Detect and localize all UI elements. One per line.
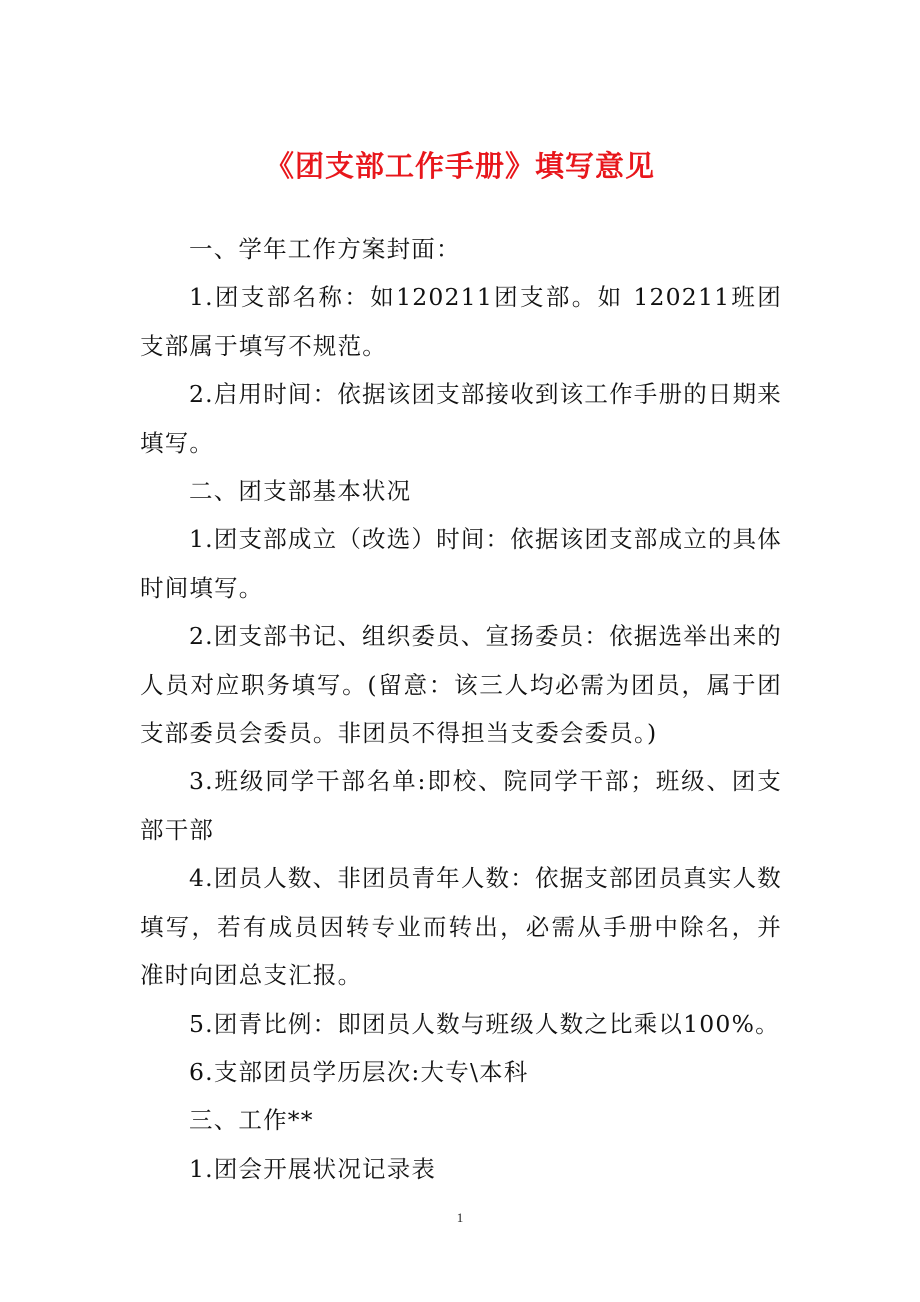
section-heading-cover: 一、学年工作方案封面：: [189, 235, 461, 263]
page-number: 1: [456, 1210, 464, 1225]
paragraph-student-cadres: 3.班级同学干部名单:即校、院同学干部；班级、团支部干部: [140, 767, 782, 844]
paragraph-member-counts: 4.团员人数、非团员青年人数：依据支部团员真实人数填写，若有成员因转专业而转出，必需从手册中除名，并准时向团总支汇报。: [140, 864, 782, 990]
paragraph-branch-name: 1.团支部名称：如120211团支部。如 120211班团支部属于填写不规范。: [140, 283, 782, 360]
paragraph-education-level: 6.支部团员学历层次:大专\本科: [189, 1057, 529, 1086]
section-heading-basic-status: 二、团支部基本状况: [189, 477, 412, 506]
paragraph-meeting-record: 1.团会开展状况记录表: [189, 1154, 437, 1183]
paragraph-member-ratio: 5.团青比例：即团员人数与班级人数之比乘以100%。: [189, 1009, 780, 1038]
section-heading-work: 三、工作**: [189, 1106, 314, 1135]
paragraph-start-time: 2.启用时间：依据该团支部接收到该工作手册的日期来填写。: [140, 380, 782, 457]
paragraph-founding-time: 1.团支部成立（改选）时间：依据该团支部成立的具体时间填写。: [140, 525, 782, 602]
document-body: [140, 225, 782, 1193]
document-title: 《团支部工作手册》填写意见: [264, 149, 655, 183]
paragraph-committee-members: 2.团支部书记、组织委员、宣扬委员：依据选举出来的人员对应职务填写。(留意：该三人均必需为团员，属于团支部委员会委员。非团员不得担当支委会委员。): [140, 622, 782, 748]
